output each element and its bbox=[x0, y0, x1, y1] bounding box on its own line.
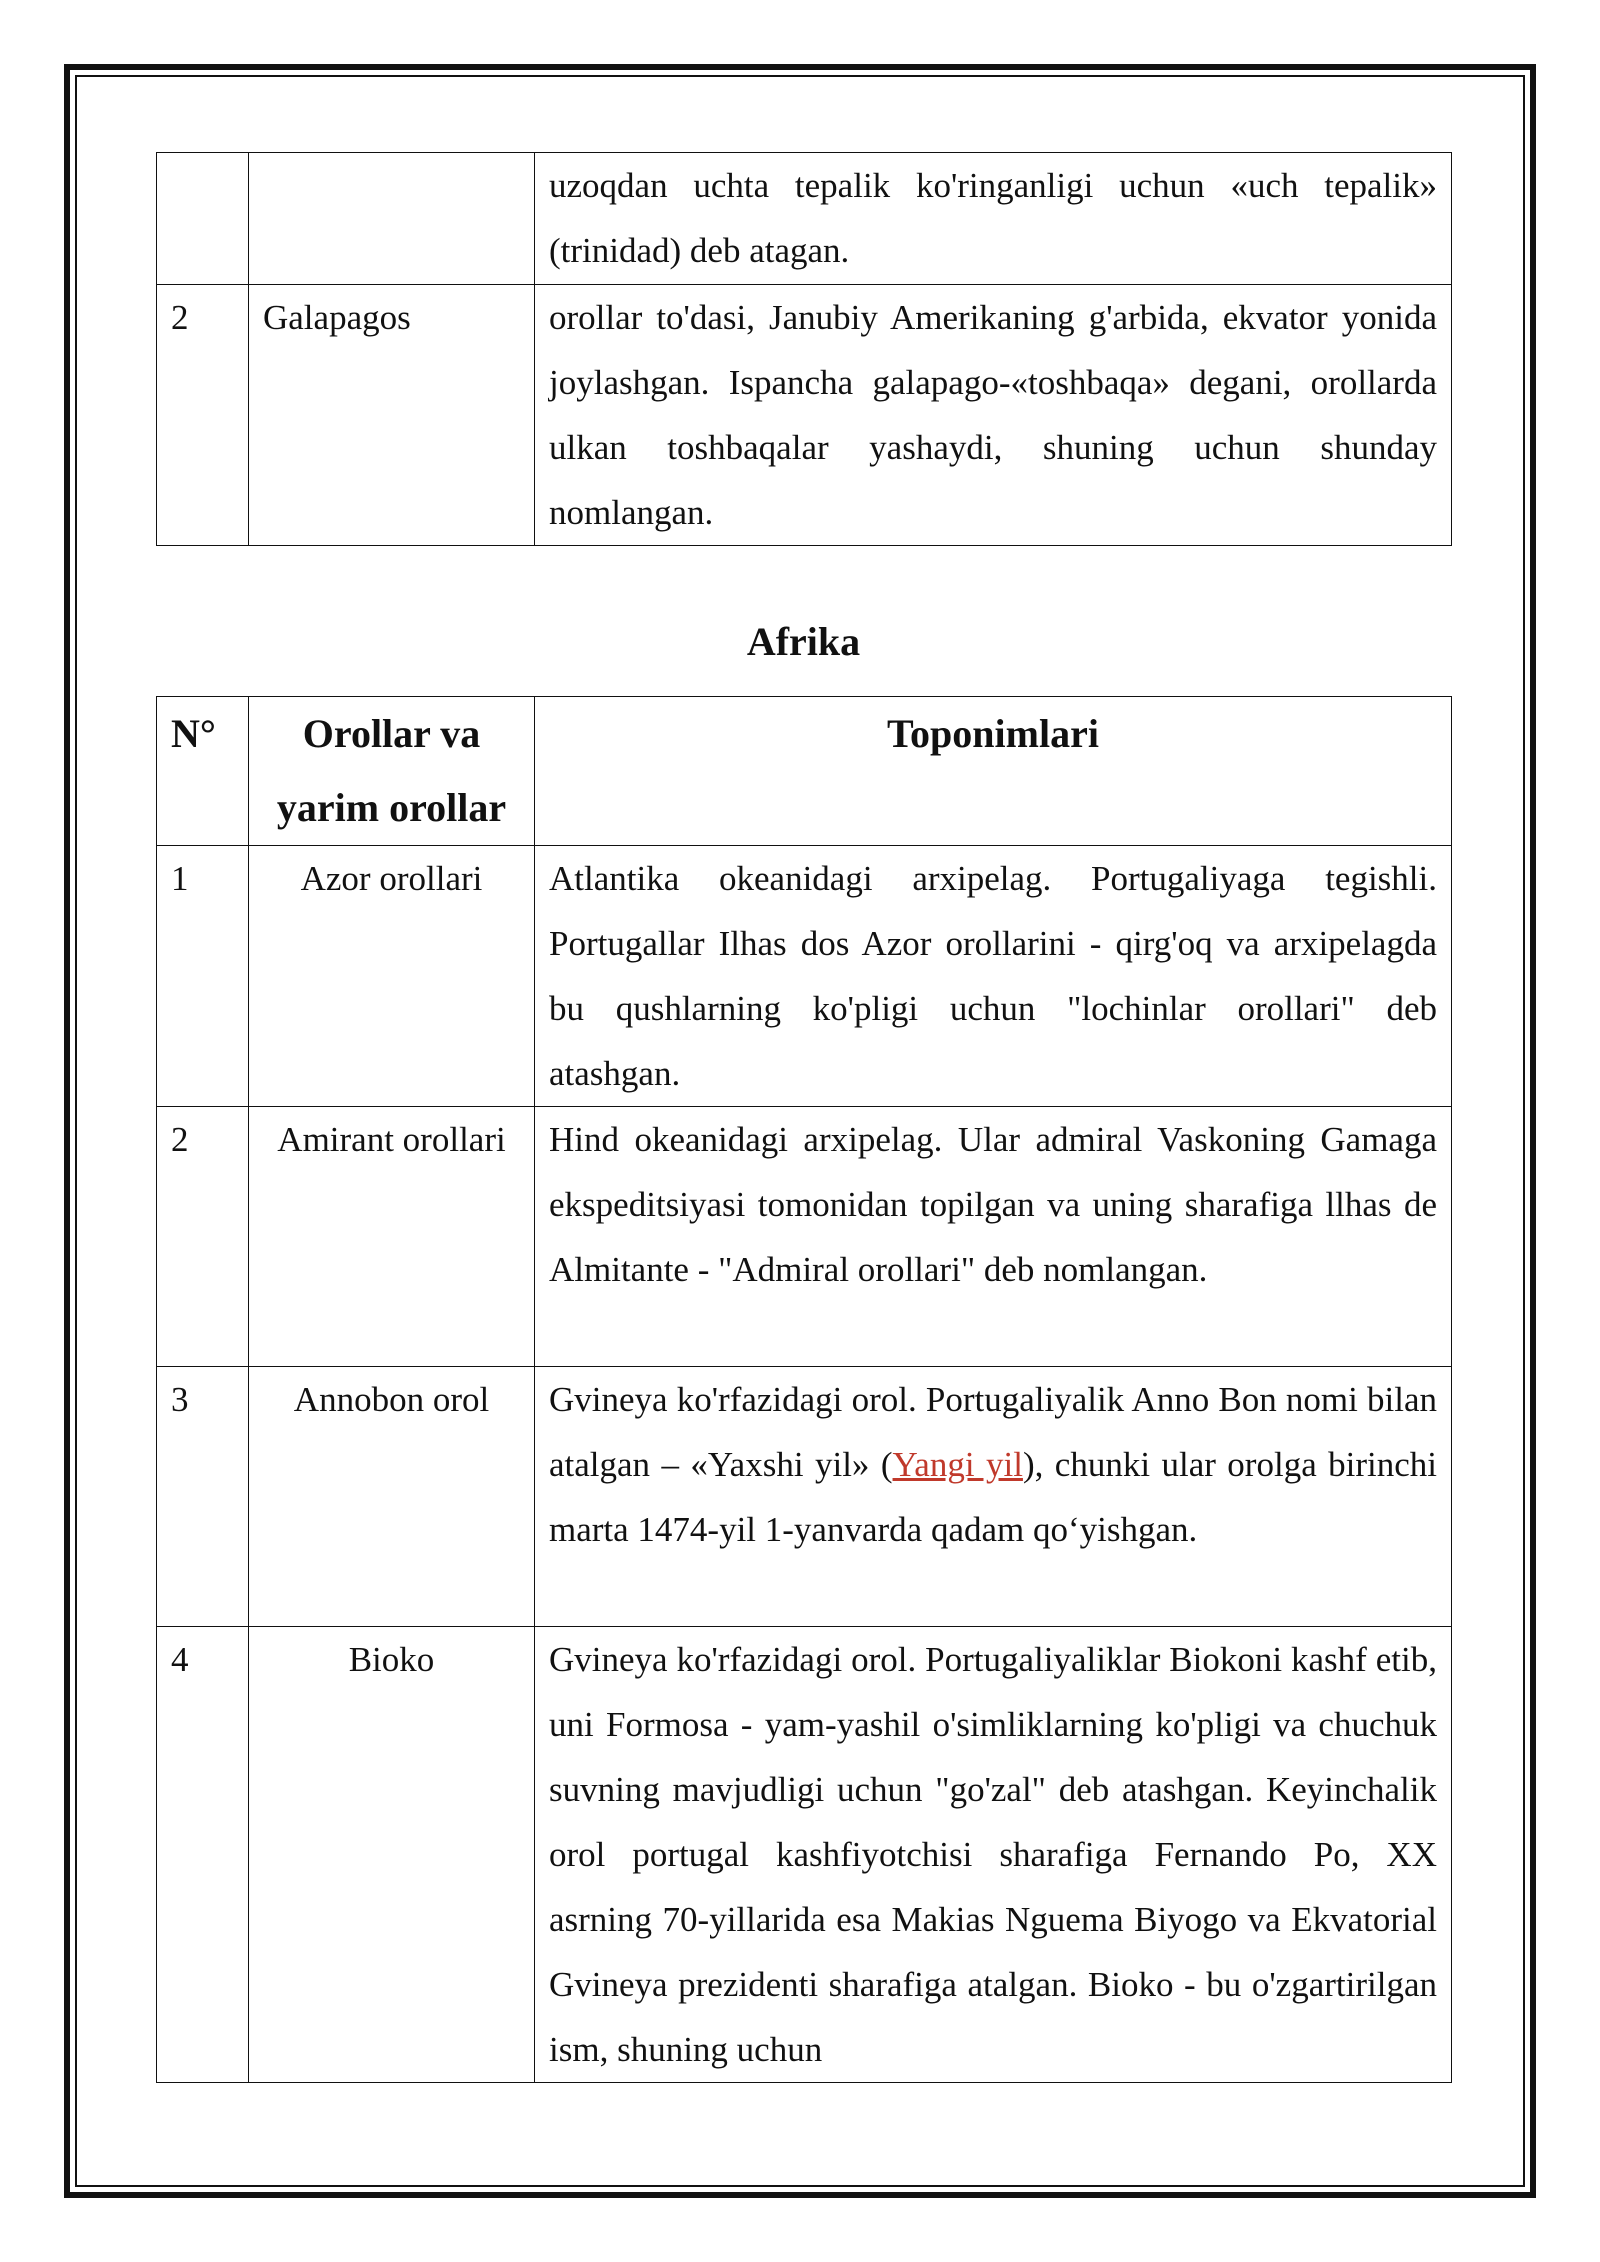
toponym-description bbox=[535, 1367, 1452, 1627]
toponym-description: orollar to'dasi, Janubiy Amerikaning g'arbida, ekvator yonida joylashgan. Ispancha galapago-«toshbaqa» degani, orollarda ulkan toshbaqalar yashaydi, shuning uchun shunday nomlangan. bbox=[535, 285, 1452, 546]
continued-islands-table bbox=[156, 152, 1452, 546]
row-number: 4 bbox=[157, 1627, 249, 2083]
table-row bbox=[157, 1107, 1452, 1367]
table-row bbox=[157, 285, 1452, 546]
toponym-description: uzoqdan uchta tepalik ko'ringanligi uchun «uch tepalik» (trinidad) deb atagan. bbox=[535, 153, 1452, 285]
table-row bbox=[157, 153, 1452, 285]
island-name: Amirant orollari bbox=[249, 1107, 535, 1367]
column-header-toponyms: Toponimlari bbox=[535, 697, 1452, 846]
row-number: 2 bbox=[157, 285, 249, 546]
table-row bbox=[157, 1367, 1452, 1627]
description-text: Gvineya ko'rfazidagi orol. Portugaliyalik Anno Bon nomi bilan atalgan – «Yaxshi yil» ( bbox=[549, 1380, 1437, 1484]
description-text: ), chunki ular orolga birinchi marta 1474-yil 1-yanvarda qadam qo‘yishgan. bbox=[549, 1445, 1438, 1549]
africa-islands-table bbox=[156, 696, 1452, 2083]
island-name bbox=[249, 153, 535, 285]
row-number: 3 bbox=[157, 1367, 249, 1627]
island-name: Azor orollari bbox=[249, 846, 535, 1107]
column-header-islands: Orollar va yarim orollar bbox=[249, 697, 535, 846]
toponym-description: Atlantika okeanidagi arxipelag. Portugaliyaga tegishli. Portugallar Ilhas dos Azor orollarini - qirg'oq va arxipelagda bu qushlarning ko'pligi uchun "lochinlar orollari" deb atashgan. bbox=[535, 846, 1452, 1107]
row-number bbox=[157, 153, 249, 285]
new-year-link[interactable]: Yangi yil bbox=[892, 1445, 1023, 1484]
island-name: Galapagos bbox=[249, 285, 535, 546]
row-number: 2 bbox=[157, 1107, 249, 1367]
island-name: Bioko bbox=[249, 1627, 535, 2083]
table-header-row bbox=[157, 697, 1452, 846]
island-name: Annobon orol bbox=[249, 1367, 535, 1627]
column-header-number: N° bbox=[157, 697, 249, 846]
toponym-description: Gvineya ko'rfazidagi orol. Portugaliyaliklar Biokoni kashf etib, uni Formosa - yam-yashil o'simliklarning ko'pligi va chuchuk suvning mavjudligi uchun "go'zal" deb atashgan. Keyinchalik orol portugal kashfiyotchisi sharafiga Fernando Po, XX asrning 70-yillarida esa Makias Nguema Biyogo va Ekvatorial Gvineya prezidenti sharafiga atalgan. Bioko - bu o'zgartirilgan ism, shuning uchun bbox=[535, 1627, 1452, 2083]
section-title: Afrika bbox=[746, 619, 861, 664]
table-row bbox=[157, 1627, 1452, 2083]
table-row bbox=[157, 846, 1452, 1107]
toponym-description: Hind okeanidagi arxipelag. Ular admiral Vaskoning Gamaga ekspeditsiyasi tomonidan topilgan va uning sharafiga llhas de Almitante - "Admiral orollari" deb nomlangan. bbox=[535, 1107, 1452, 1367]
row-number: 1 bbox=[157, 846, 249, 1107]
